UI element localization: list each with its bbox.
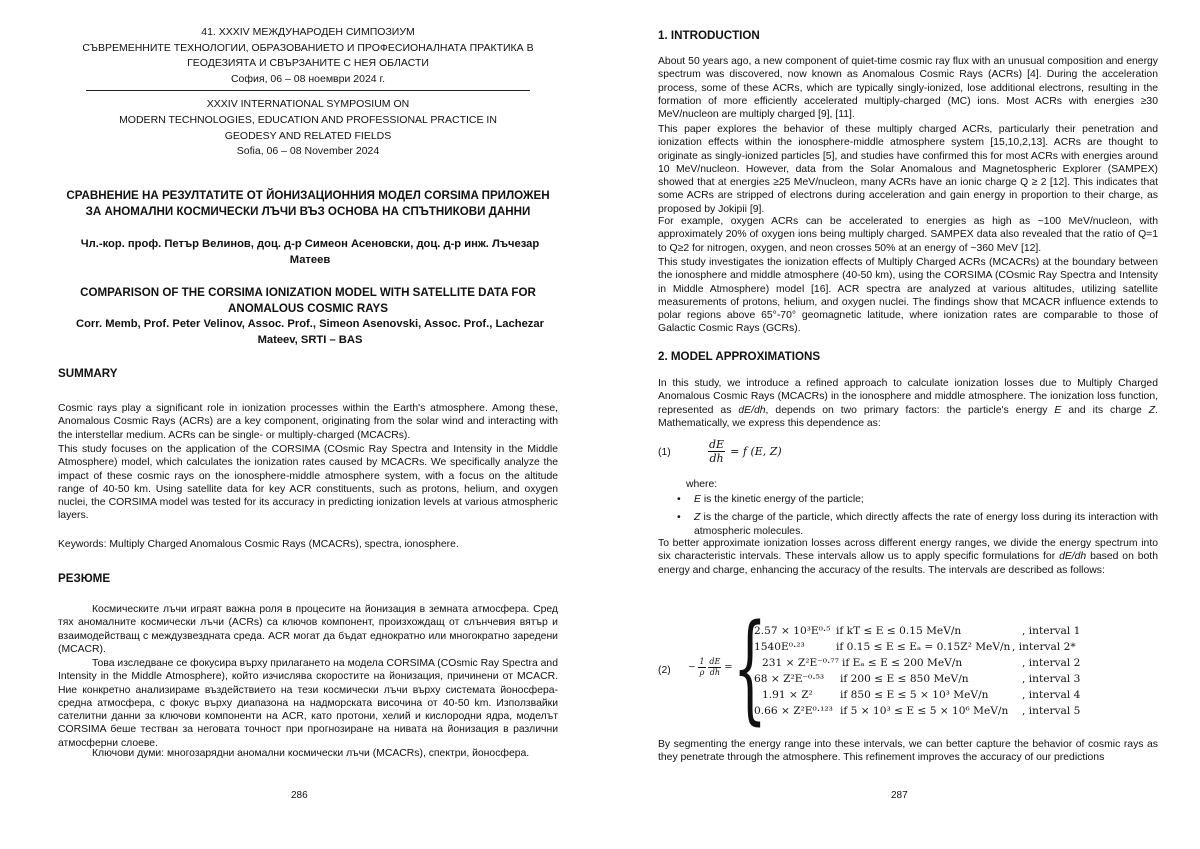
pw-condition: if 0.15 ≤ E ≤ Eₐ = 0.15Z² MeV/n [836, 641, 1011, 653]
pw-formula: 231 × Z²E⁻⁰·⁷⁷ [762, 657, 839, 669]
resume-heading: РЕЗЮМЕ [58, 572, 111, 585]
header-en-line-2: MODERN TECHNOLOGIES, EDUCATION AND PROFESSIONAL PRACTICE IN [119, 113, 497, 126]
equation-2-lhs [688, 657, 733, 678]
header-bg-line-1: 41. XXXIV МЕЖДУНАРОДЕН СИМПОЗИУМ [201, 26, 415, 38]
symposium-header [80, 25, 536, 160]
bullet-dot-icon: • [677, 494, 681, 505]
pw-formula: 0.66 × Z²E⁰·¹²³ [754, 705, 833, 717]
model-paragraph-3: By segmenting the energy range into these intervals, we can better capture the behavior of cosmic rays as they penetrate through the atmosphere. This refinement improves the accuracy of our predictions [658, 739, 1158, 764]
authors-bg: Чл.-кор. проф. Петър Велинов, доц. д-р Симеон Асеновски, доц. д-р инж. Лъчезар Матеев [80, 238, 540, 266]
eq2-dE: dE [709, 657, 721, 666]
eq1-numerator: dE [709, 438, 725, 451]
pw-interval: , interval 2 [1022, 657, 1081, 669]
bullet-dot-icon: • [677, 512, 681, 524]
pw-condition: if 5 × 10³ ≤ E ≤ 5 × 10⁶ MeV/n [840, 705, 1009, 717]
summary-paragraph-1: Cosmic rays play a significant role in ionization processes within the Earth's atmosphere. Among these, Anomalous Cosmic Rays (ACRs) are a key component, originating from the solar wind and interacting with the interstellar medium. ACRs can be single- or multiply-charged (MCACRs). [58, 403, 558, 441]
model-p2-text-b: based on both energy and charge, enhancing the accuracy of the results. The intervals are described as follows: [658, 551, 1158, 576]
intro-paragraph-4: This study investigates the ionization effects of Multiply Charged ACRs (MCACRs) at the boundary between the ionosphere and middle atmosphere (40-50 km), using the CORSIMA (COsmic Ray Spectra and Intensity in Middle Atmosphere) model [16]. ACR spectra are analyzed at various altitudes, utilizing satellite measurements of protons, helium, and oxygen nuclei. The findings show that MCACR influence extends to polar regions above 65°-70° geomagnetic latitude, where ionization rates are comparable to those of Galactic Cosmic Rays (GCRs). [658, 257, 1158, 335]
pw-condition: if Eₐ ≤ E ≤ 200 MeV/n [842, 657, 963, 669]
model-paragraph-1 [658, 377, 1158, 430]
summary-paragraph-2: This study focuses on the application of the CORSIMA (COsmic Ray Spectra and Intensity in the Middle Atmosphere) model, which calculates the ionization rates caused by MCACRs. We specifically analyze the impact of these cosmic rays on the ionosphere-middle atmosphere system, with a focus on the altitude range of 40-50 km. Using satellite data for key ACR constituents, such as protons, helium, and oxygen nuclei, the CORSIMA model was tested for its accuracy in predicting ionization levels at various atmospheric layers. [58, 444, 558, 522]
pw-condition: if kT ≤ E ≤ 0.15 MeV/n [836, 625, 962, 637]
title-bg: СРАВНЕНИЕ НА РЕЗУЛТАТИТЕ ОТ ЙОНИЗАЦИОННИЯ МОДЕЛ CORSIMA ПРИЛОЖЕН ЗА АНОМАЛНИ КОСМИЧЕСКИ ЛЪЧИ ВЪЗ ОСНОВА НА СПЪТНИКОВИ ДАННИ [66, 189, 550, 218]
model-p1-Z: Z [1148, 404, 1156, 416]
pw-formula: 1.91 × Z² [762, 689, 813, 701]
equation-1 [708, 438, 782, 465]
equation-2-label: (2) [658, 665, 671, 676]
model-p1-text-a: In this study, we introduce a refined approach to calculate ionization losses due to Multiply Charged Anomalous Cosmic Rays (MCACRs) in the ionosphere and middle atmosphere. The ionization loss function, represented as [658, 378, 1158, 416]
pw-interval: , interval 3 [1022, 673, 1081, 685]
page-number-right: 287 [891, 790, 908, 801]
eq1-fraction [708, 438, 725, 465]
pw-formula: 68 × Z²E⁻⁰·⁵³ [754, 673, 825, 685]
header-en-line-1: XXXIV INTERNATIONAL SYMPOSIUM ON [206, 98, 410, 111]
eq1-rhs: = f (E, Z) [730, 445, 782, 458]
authors-en: Corr. Memb, Prof. Peter Velinov, Assoc. Prof., Simeon Asenovski, Assoc. Prof., Lachezar Mateev, SRTI – BAS [76, 318, 544, 346]
intro-paragraph-3: For example, oxygen ACRs can be accelerated to energies as high as ~100 MeV/nucleon, with approximately 20% of oxygen ions being multiply charged. SAMPEX data also revealed that the ratio of Q=1 to Q≥2 for nitrogen, oxygen, and neon crosses 50% at an energy of ~360 MeV [12]. [658, 216, 1158, 254]
pw-interval: , interval 2* [1012, 641, 1076, 653]
summary-heading: SUMMARY [58, 367, 118, 380]
eq2-dh: dh [709, 668, 721, 677]
model-p1-text-c: and its charge [1061, 404, 1149, 416]
eq2-one-over-rho [698, 657, 705, 678]
model-p1-text-d: . Mathematically, we express this dependence as: [658, 404, 1159, 429]
right-page [600, 0, 1200, 849]
equation-1-label: (1) [658, 447, 671, 458]
pw-condition: if 850 ≤ E ≤ 5 × 10³ MeV/n [840, 689, 989, 701]
header-bg-line-4: София, 06 – 08 ноември 2024 г. [230, 72, 386, 85]
bullet-energy [658, 493, 1158, 506]
header-divider [86, 90, 530, 91]
resume-paragraph-2: Това изследване се фокусира върху прилагането на модела CORSIMA (COsmic Ray Spectra and Intensity in the Middle Atmosphere), който изчислява скоростите на йонизация, причинени от MCACR. Ние конкретно анализираме въздействието на тези космически лъчи върху системата йоносфера-средна атмосфера, с фокус върху диапазона на надморската височина от 40-50 km. Използвайки сателитни данни за ключови компоненти на ACR, като протони, хелий и кислородни ядра, моделът CORSIMA беше тестван за неговата точност при прогнозиране на нивата на йонизация в различни атмосферни слоеве. [58, 658, 558, 749]
keywords-en: Keywords: Multiply Charged Anomalous Cosmic Rays (MCACRs), spectra, ionosphere. [58, 539, 459, 550]
intro-paragraph-1: About 50 years ago, a new component of quiet-time cosmic ray flux with an unusual composition and energy spectrum was discovered, now known as Anomalous Cosmic Rays (ACRs) [4]. During the acceleration process, some of these ACRs, which are typically singly-ionized, lose additional electrons, resulting in the formation of more efficiently accelerated multiply-charged (MC) ions. Most ACRs with energies ≥30 MeV/nucleon are multiply charged [9], [11]. [658, 56, 1158, 121]
bullet1-text: is the kinetic energy of the particle; [700, 494, 864, 505]
pw-condition: if 200 ≤ E ≤ 850 MeV/n [840, 673, 969, 685]
model-p2-dedh: dE/dh [1059, 551, 1087, 563]
model-p1-dedh: dE/dh [738, 404, 766, 416]
title-en: COMPARISON OF THE CORSIMA IONIZATION MODEL WITH SATELLITE DATA FOR ANOMALOUS COSMIC RAYS [80, 286, 536, 315]
model-p2-text-a: To better approximate ionization losses across different energy ranges, we divide the energy spectrum into six characteristic intervals. These intervals allow us to apply specific formulations for [658, 538, 1158, 563]
intro-paragraph-2: This paper explores the behavior of these multiply charged ACRs, particularly their penetration and ionization effects within the ionosphere-middle atmosphere system [15,10,2,13]. ACRs are thought to originate as singly-ionized particles [5], and studies have confirmed this for most ACRs with energies around 10 MeV/nucleon. However, data from the Solar Anomalous and Magnetospheric Explorer (SAMPEX) showed that at energies ≥25 MeV/nucleon, many ACRs have an ionic charge Q ≥ 2 [12]. This indicates that some ACRs are stripped of electrons during acceleration and gain energy in proportion to their charge, as proposed by Jokipii [9]. [658, 124, 1158, 215]
header-bg-line-2: СЪВРЕМЕННИТЕ ТЕХНОЛОГИИ, ОБРАЗОВАНИЕТО И ПРОФЕСИОНАЛНАТА ПРАКТИКА В [82, 41, 534, 54]
bullet-charge [658, 511, 1158, 538]
page-number-left: 286 [291, 790, 308, 801]
pw-interval: , interval 5 [1022, 705, 1081, 717]
model-paragraph-2 [658, 537, 1158, 577]
pw-formula: 2.57 × 10³E⁰·⁵ [754, 625, 831, 637]
pw-interval: , interval 1 [1022, 625, 1081, 637]
model-approximations-heading: 2. MODEL APPROXIMATIONS [658, 350, 821, 363]
variable-list [658, 493, 1158, 543]
bullet1-variable: E [694, 494, 701, 505]
bullet2-text: is the charge of the particle, which directly affects the rate of energy loss during its interaction with atmospheric molecules. [694, 512, 1158, 537]
keywords-bg: Ключови думи: многозарядни аномални космически лъчи (MCACRs), спектри, йоносфера. [92, 748, 530, 759]
eq2-dedh [708, 657, 721, 678]
introduction-heading: 1. INTRODUCTION [658, 29, 760, 42]
header-en-line-3: GEODESY AND RELATED FIELDS [224, 129, 392, 142]
piecewise-brace-icon: { [733, 598, 767, 736]
where-label: where: [686, 479, 718, 490]
bullet2-variable: Z [694, 512, 701, 524]
header-bg-line-3: ГЕОДЕЗИЯТА И СВЪРЗАНИТЕ С НЕЯ ОБЛАСТИ [187, 57, 429, 70]
pw-formula: 1540E⁰·²³ [754, 641, 805, 653]
header-en-line-4: Sofia, 06 – 08 November 2024 [236, 145, 380, 158]
model-p1-text-b: , depends on two primary factors: the particle's energy [765, 404, 1055, 416]
eq2-equals: = [724, 662, 733, 673]
eq2-minus: − [688, 662, 696, 673]
resume-paragraph-1: Космическите лъчи играят важна роля в процесите на йонизация в земната атмосфера. Сред тях аномалните космически лъчи (ACRs) са ключов компонент, произхождащ от слънчевия вятър и взаимодействащ с междузвездната среда. ACR могат да бъдат еднократно или многократно заредени (MCACR). [58, 604, 558, 655]
eq1-denominator: dh [709, 452, 724, 465]
eq2-rho: ρ [699, 668, 705, 677]
eq2-one: 1 [699, 657, 705, 666]
model-p1-E: E [1054, 404, 1062, 416]
pw-interval: , interval 4 [1022, 689, 1081, 701]
